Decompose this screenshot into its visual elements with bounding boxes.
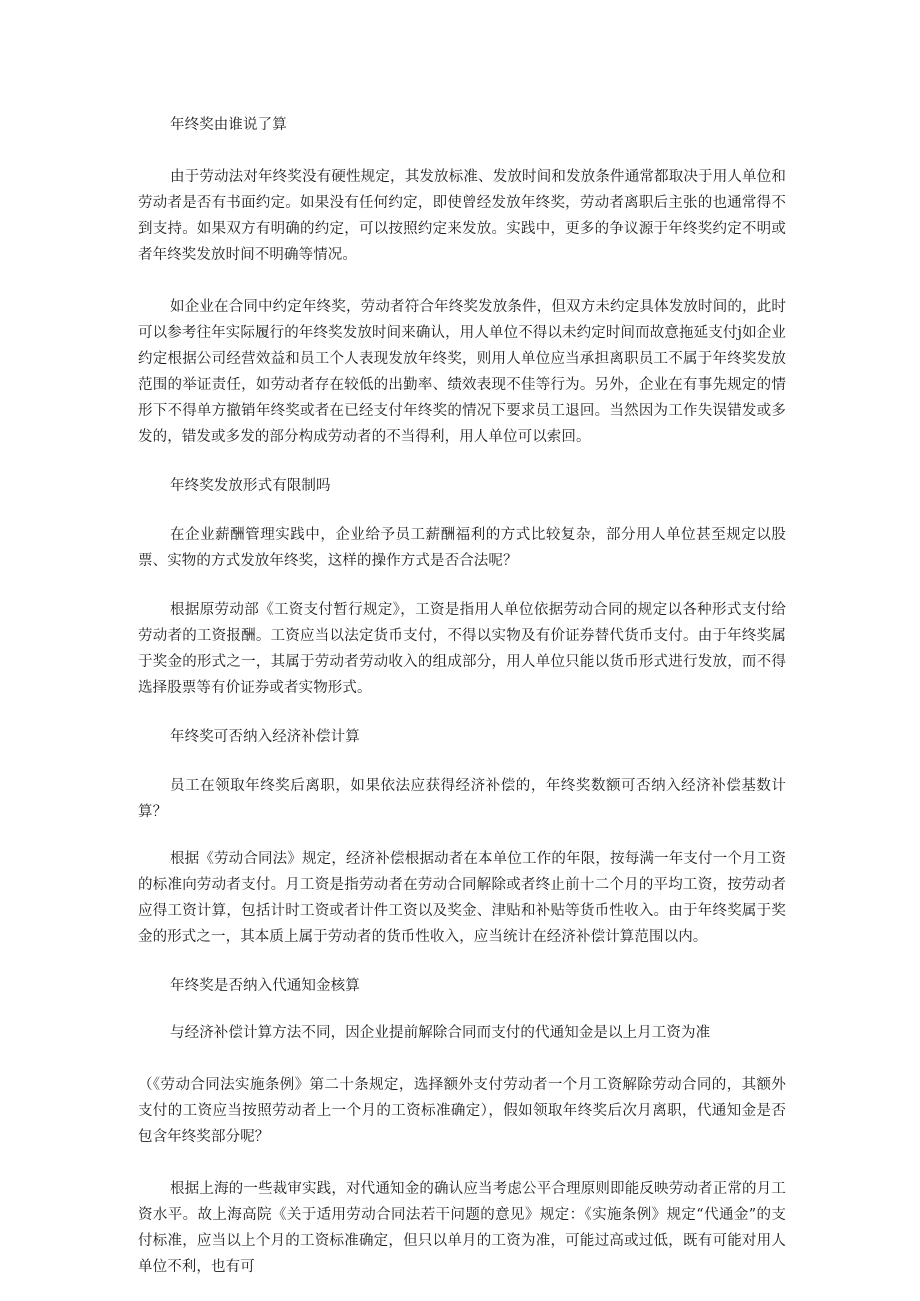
paragraph-4-3: 根据上海的一些裁审实践，对代通知金的确认应当考虑公平合理原则即能反映劳动者正常的月工资水平。故上海高院《关于适用劳动合同法若干问题的意见》规定：《实施条例》规定“代通金”的支付标准，应当以上个月的工资标准确定，但只以单月的工资为准，可能过高或过低，既有可能对用人单位不利，也有可 <box>138 1181 786 1275</box>
paragraph-4-2: （《劳动合同法实施条例》第二十条规定，选择额外支付劳动者一个月工资解除劳动合同的，其额外支付的工资应当按照劳动者上一个月的工资标准确定），假如领取年终奖后次月离职，代通知金是否包含年终奖部分呢？ <box>138 1077 786 1145</box>
paragraph-3-2: 根据《劳动合同法》规定，经济补偿根据动者在本单位工作的年限，按每满一年支付一个月工资的标准向劳动者支付。月工资是指劳动者在劳动合同解除或者终止前十二个月的平均工资，按劳动者应得工资计算，包括计时工资或者计件工资以及奖金、津贴和补贴等货币性收入。由于年终奖属于奖金的形式之一，其本质上属于劳动者的货币性收入，应当统计在经济补偿计算范围以内。 <box>138 851 786 945</box>
section-heading-3: 年终奖可否纳入经济补偿计算 <box>170 729 360 745</box>
section-heading-1: 年终奖由谁说了算 <box>170 117 287 133</box>
paragraph-2-2: 根据原劳动部《工资支付暂行规定》，工资是指用人单位依据劳动合同的规定以各种形式支付给劳动者的工资报酬。工资应当以法定货币支付，不得以实物及有价证券替代货币支付。由于年终奖属于奖金的形式之一，其属于劳动者劳动收入的组成部分，用人单位只能以货币形式进行发放，而不得选择股票等有价证券或者实物形式。 <box>138 602 786 696</box>
paragraph-2-1: 在企业薪酬管理实践中，企业给予员工薪酬福利的方式比较复杂，部分用人单位甚至规定以股票、实物的方式发放年终奖，这样的操作方式是否合法呢？ <box>138 527 786 569</box>
paragraph-1-1: 由于劳动法对年终奖没有硬性规定，其发放标准、发放时间和发放条件通常都取决于用人单位和劳动者是否有书面约定。如果没有任何约定，即使曾经发放年终奖，劳动者离职后主张的也通常得不到支持。如果双方有明确的约定，可以按照约定来发放。实践中，更多的争议源于年终奖约定不明或者年终奖发放时间不明确等情况。 <box>138 169 786 263</box>
section-heading-2: 年终奖发放形式有限制吗 <box>170 478 331 494</box>
document-body <box>138 112 786 1280</box>
section-heading-4: 年终奖是否纳入代通知金核算 <box>170 978 360 994</box>
paragraph-4-1: 与经济补偿计算方法不同，因企业提前解除合同而支付的代通知金是以上月工资为准 <box>170 1025 711 1041</box>
paragraph-3-1: 员工在领取年终奖后离职，如果依法应获得经济补偿的，年终奖数额可否纳入经济补偿基数计算？ <box>138 778 786 820</box>
paragraph-1-2: 如企业在合同中约定年终奖，劳动者符合年终奖发放条件，但双方未约定具体发放时间的，此时可以参考往年实际履行的年终奖发放时间来确认，用人单位不得以未约定时间而故意拖延支付j如企业约定根据公司经营效益和员工个人表现发放年终奖，则用人单位应当承担离职员工不属于年终奖发放范围的举证责任，如劳动者存在较低的出勤率、绩效表现不佳等行为。另外，企业在有事先规定的情形下不得单方撤销年终奖或者在已经支付年终奖的情况下要求员工退回。当然因为工作失误错发或多发的，错发或多发的部分构成劳动者的不当得利，用人单位可以索回。 <box>138 299 786 445</box>
